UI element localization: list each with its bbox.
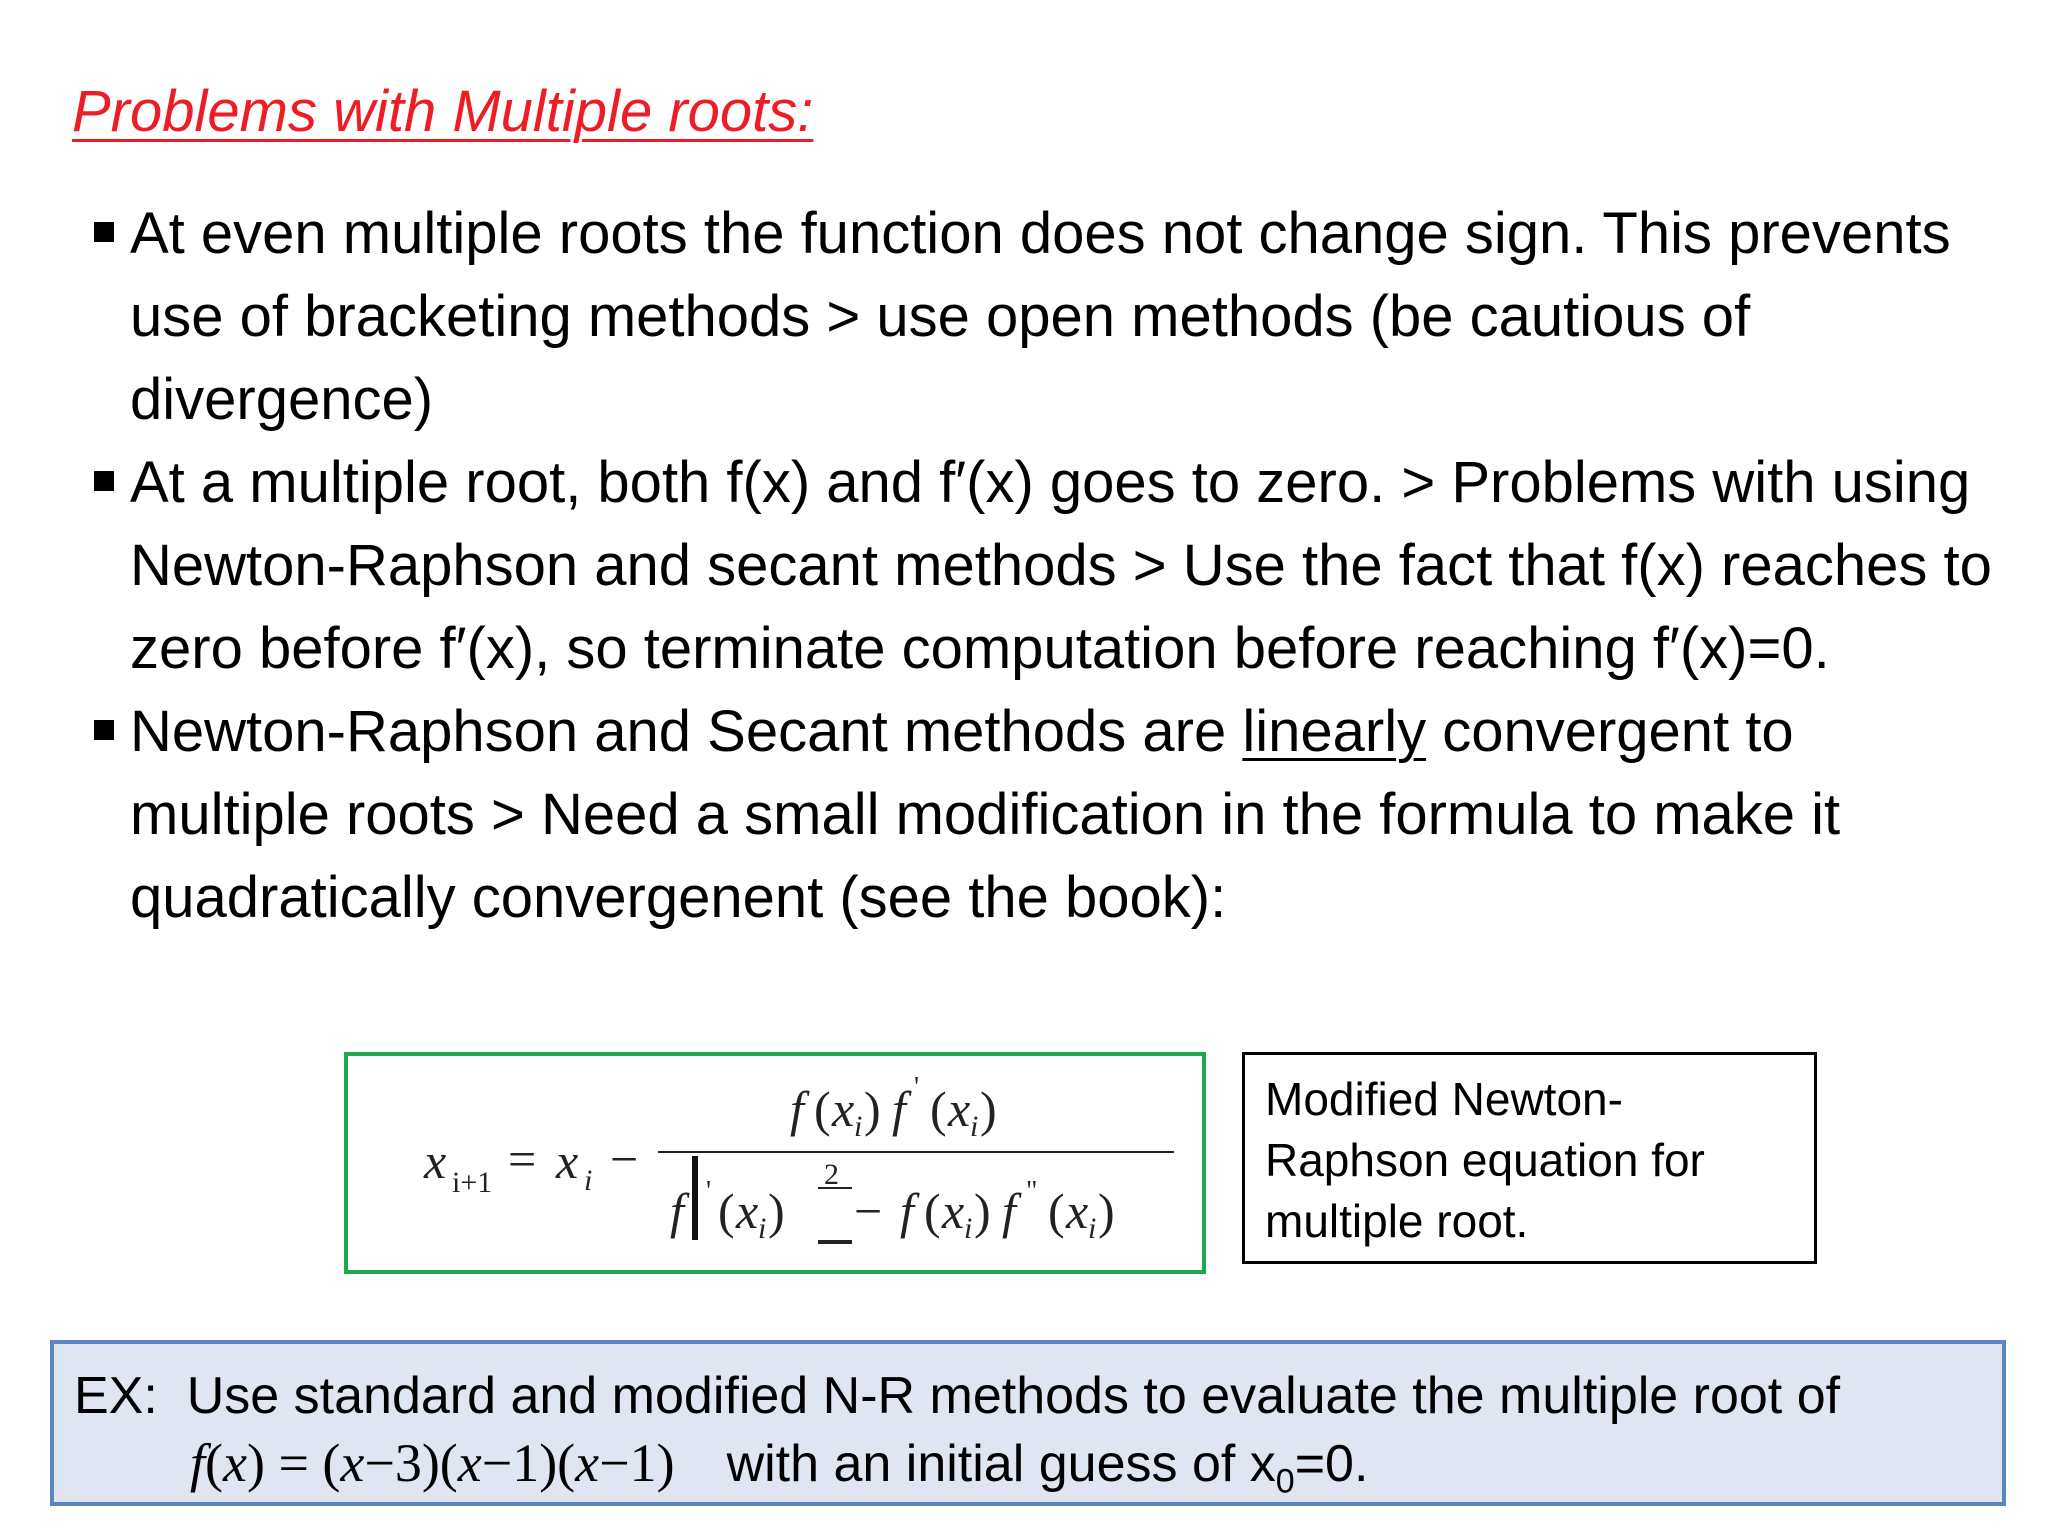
formula-rhs-sub: i (584, 1164, 593, 1197)
bullet-list (92, 192, 1992, 939)
numerator-paren: ( (814, 1081, 831, 1137)
bullet-item (92, 690, 1992, 939)
denominator-double-prime: " (1026, 1176, 1038, 1207)
numerator-x: x (832, 1081, 855, 1137)
numerator-f: f (892, 1081, 906, 1137)
example-guess-sub: 0 (1275, 1462, 1295, 1501)
bracket-left (692, 1156, 698, 1240)
formula-rhs-var: x (556, 1133, 579, 1189)
formula-equals: = (508, 1131, 537, 1187)
denominator-exponent: 2 (824, 1158, 839, 1191)
denominator-f: f (900, 1183, 914, 1239)
numerator-paren: ) (980, 1081, 997, 1137)
numerator-paren: ( (930, 1081, 947, 1137)
denominator-x: x (1066, 1183, 1089, 1239)
bullet-item (92, 441, 1992, 690)
denominator-x: x (736, 1183, 759, 1239)
numerator-f: f (790, 1081, 804, 1137)
numerator-paren: ) (864, 1081, 881, 1137)
bullet-text: At even multiple roots the function does not change sign. This prevents use of bracketing methods > use open methods (be cautious of divergence) (130, 201, 1951, 432)
denominator-paren: ( (718, 1183, 735, 1239)
denominator-f: f (1002, 1183, 1016, 1239)
denominator-sub: i (964, 1212, 973, 1245)
denominator-paren: ( (1048, 1183, 1065, 1239)
bullet-text: At a multiple root, both f(x) and f′(x) goes to zero. > Problems with using Newton-Raphson and secant methods > Use the fact that f(x) reaches to zero before f′(x), so terminate computation before reaching f′(x)=0. (130, 450, 1992, 681)
numerator-sub: i (970, 1110, 979, 1143)
underlined-word: linearly (1242, 699, 1427, 764)
bullet-text-before: Newton-Raphson and Secant methods are (130, 699, 1243, 764)
denominator-paren: ( (924, 1183, 941, 1239)
formula-minus: − (610, 1131, 639, 1187)
formula-lhs-sub: i+1 (452, 1166, 493, 1199)
numerator-x: x (948, 1081, 971, 1137)
formula-caption: Modified Newton-Raphson equation for multiple root. (1242, 1052, 1817, 1264)
numerator-prime: ' (914, 1072, 920, 1103)
denominator-sub: i (758, 1212, 767, 1245)
denominator-f: f (670, 1183, 684, 1239)
example-line-2 (190, 1432, 1368, 1501)
square-bullet-icon (94, 720, 114, 740)
bullet-text-after: convergent to multiple roots > Need a small modification in the formula to make it quadratically convergenent (see the book): (130, 699, 1841, 930)
numerator-sub: i (854, 1110, 863, 1143)
denominator-paren: ) (768, 1183, 785, 1239)
example-label: EX: (74, 1367, 158, 1425)
square-bullet-icon (94, 222, 114, 242)
example-guess-value: =0. (1294, 1435, 1369, 1493)
modified-newton-raphson-formula (344, 1052, 1206, 1274)
example-function: f(x) = (x−3)(x−1)(x−1) (190, 1433, 675, 1493)
example-box (50, 1340, 2006, 1506)
denominator-paren: ) (1098, 1183, 1115, 1239)
denominator-sub: i (1088, 1212, 1097, 1245)
denominator-paren: ) (974, 1183, 991, 1239)
example-line-1 (74, 1366, 1840, 1426)
denominator-minus: − (854, 1183, 883, 1239)
slide-title: Problems with Multiple roots: (72, 79, 814, 144)
formula-graphic (348, 1056, 1202, 1270)
denominator-x: x (942, 1183, 965, 1239)
example-guess-text: with an initial guess of x (726, 1435, 1276, 1493)
example-text: Use standard and modified N-R methods to evaluate the multiple root of (186, 1367, 1841, 1425)
bullet-item (92, 192, 1992, 441)
square-bullet-icon (94, 471, 114, 491)
formula-lhs: x (424, 1133, 447, 1189)
denominator-prime: ' (706, 1176, 712, 1207)
